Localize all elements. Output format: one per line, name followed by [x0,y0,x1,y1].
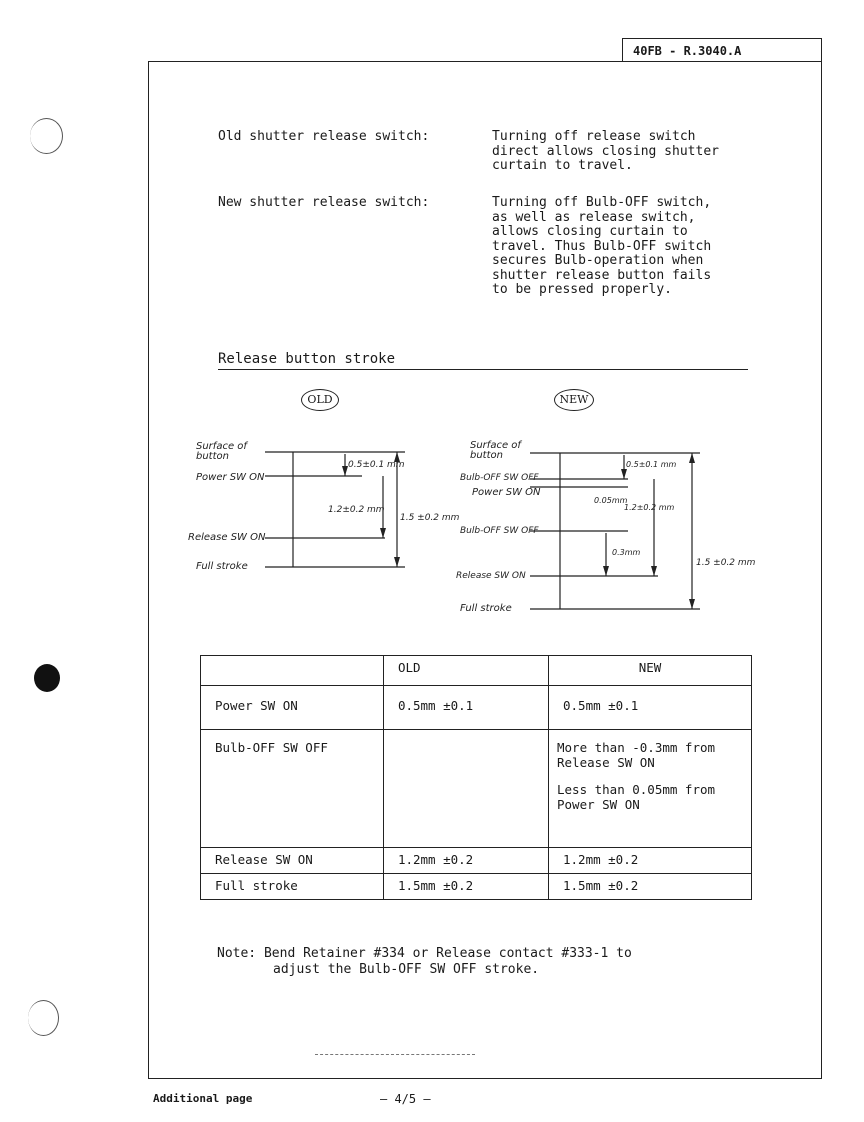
table-cell-new [549,730,752,848]
table-row [201,686,752,730]
table-cell-name: Power SW ON [201,686,384,730]
table-cell-new-line: Less than 0.05mm from Power SW ON [557,782,716,812]
new-switch-line: as well as release switch, [492,209,696,225]
table-cell-old: 1.2mm ±0.2 [383,848,548,874]
table-header-cell [201,656,384,686]
new-dim-power: 0.5±0.1 mm [626,460,677,469]
table-cell-new-line: More than -0.3mm from Release SW ON [557,740,716,770]
old-switch-line: direct allows closing shutter [492,143,719,159]
table-cell-new: 0.5mm ±0.1 [549,686,752,730]
table-cell-name: Full stroke [201,874,384,900]
table-row [201,874,752,900]
stroke-section-title: Release button stroke [218,352,748,370]
table-cell-name: Bulb-OFF SW OFF [201,730,384,848]
new-dim-gap: 0.05mm [594,496,628,505]
old-dim-full: 1.5 ±0.2 mm [400,513,460,523]
table-cell-old: 1.5mm ±0.2 [383,874,548,900]
table-header-row [201,656,752,686]
new-badge: NEW [554,389,594,411]
new-label-full: Full stroke [460,603,512,614]
note-line-1: Note: Bend Retainer #334 or Release contact #333-1 to [217,946,632,961]
new-dim-bulb: 0.3mm [612,548,641,557]
new-label-release: Release SW ON [456,571,526,581]
old-dim-power: 0.5±0.1 mm [348,460,405,470]
old-badge: OLD [301,389,339,411]
old-dim-release: 1.2±0.2 mm [328,505,385,515]
new-switch-line: travel. Thus Bulb-OFF switch [492,238,712,254]
old-label-full: Full stroke [196,561,248,572]
table-cell-old: 0.5mm ±0.1 [383,686,548,730]
new-switch-line: to be pressed properly. [492,282,673,297]
stroke-table [200,655,752,900]
table-cell-new: 1.2mm ±0.2 [549,848,752,874]
note-line-2: adjust the Bulb-OFF SW OFF stroke. [273,962,540,977]
note [217,946,632,978]
new-dim-release: 1.2±0.2 mm [624,503,675,512]
table-cell-old [383,730,548,848]
new-label-power: Power SW ON [472,487,541,498]
new-label-surface: Surface of button [470,440,521,461]
footer-label: Additional page [153,1092,253,1105]
old-label-surface: Surface of button [196,441,247,462]
new-dim-full: 1.5 ±0.2 mm [696,558,756,568]
new-switch-line: Turning off Bulb-OFF switch, [492,195,712,210]
old-label-power: Power SW ON [196,472,265,483]
old-label-release: Release SW ON [188,532,266,543]
new-switch-line: shutter release button fails [492,267,712,283]
old-switch-label: Old shutter release switch: [218,129,430,144]
table-cell-name: Release SW ON [201,848,384,874]
new-switch-line: secures Bulb-operation when [492,253,704,268]
table-row [201,730,752,848]
table-cell-new: 1.5mm ±0.2 [549,874,752,900]
old-switch-line: Turning off release switch [492,129,696,144]
table-row [201,848,752,874]
page-number: — 4/5 — [380,1092,431,1106]
divider [315,1054,475,1055]
table-header-cell: OLD [383,656,548,686]
document-code: 40FB - R.3040.A [622,38,822,62]
old-switch-line: curtain to travel. [492,158,633,173]
new-switch-label: New shutter release switch: [218,195,430,210]
new-label-bulb-off-1: Bulb-OFF SW OFF [460,473,539,483]
new-switch-line: allows closing curtain to [492,224,688,239]
new-label-bulb-off-2: Bulb-OFF SW OFF [460,526,539,536]
table-header-cell: NEW [549,656,752,686]
